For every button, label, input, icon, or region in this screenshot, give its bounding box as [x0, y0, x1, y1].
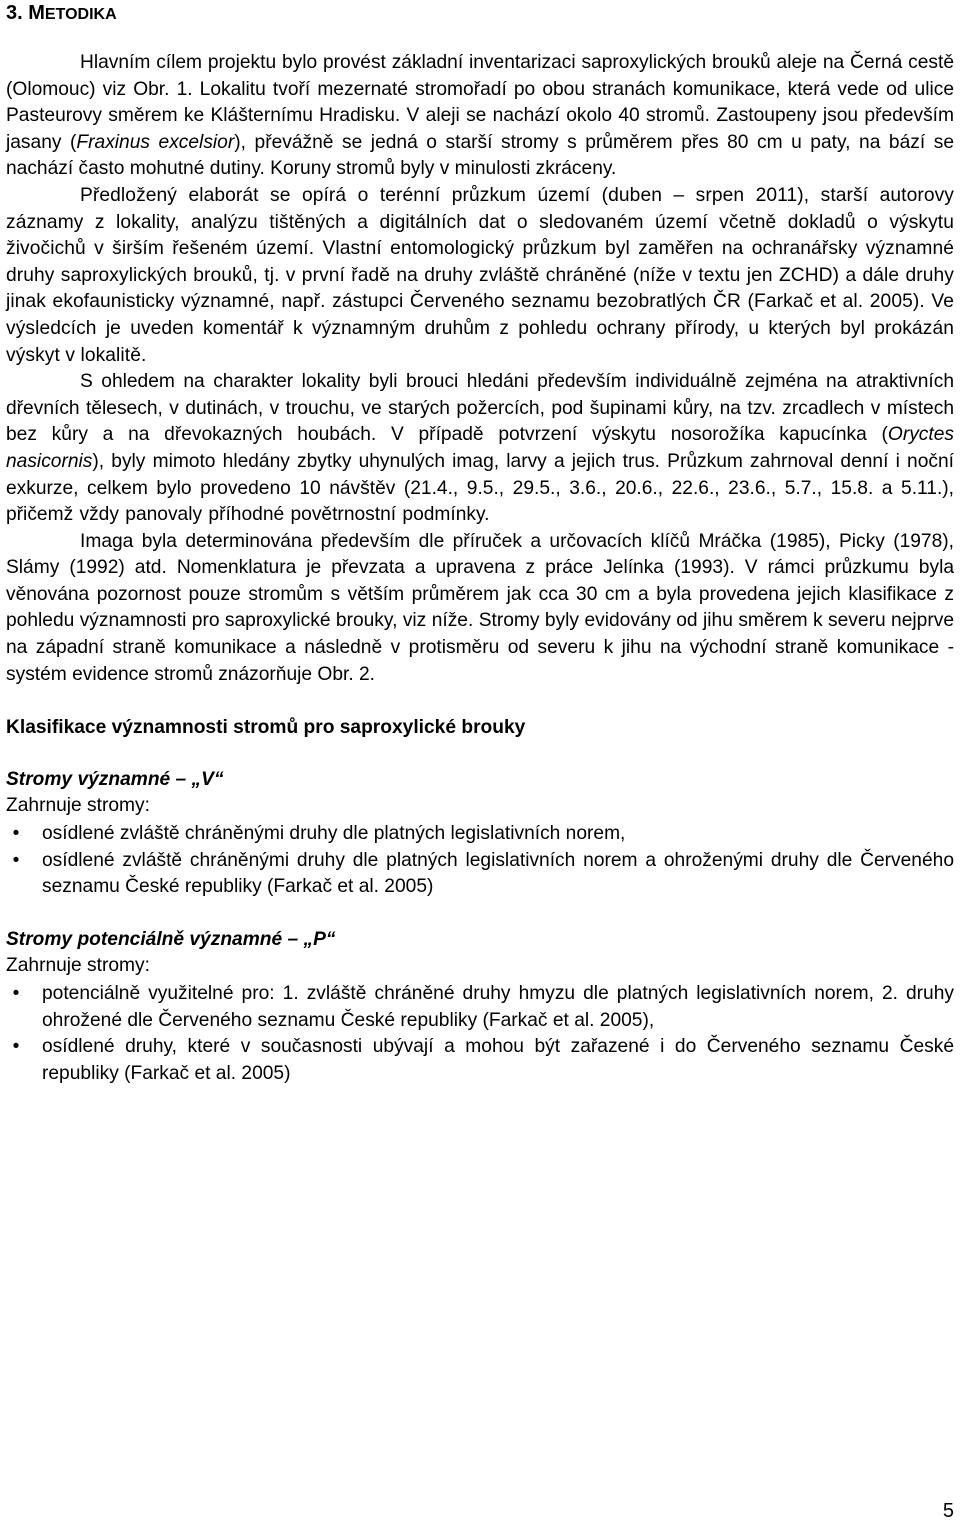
category-p-intro: Zahrnuje stromy:: [6, 955, 150, 977]
list-item: [6, 981, 954, 1034]
bullet-icon: •: [12, 849, 20, 871]
paragraph-3-text-a: S ohledem na charakter lokality byli brouci hledáni především individuálně zejména na atraktivních dřevních tělesech, v dutinách, v trouchu, ve starých požercích, pod šupinami kůry, na tzv. zrcadlech v místech bez kůry a na dřevokazných houbách. V případě potvrzení výskytu nosorožíka kapucínka (: [6, 371, 954, 446]
paragraph-1: [6, 50, 954, 183]
classification-title: Klasifikace významnosti stromů pro saproxylické brouky: [6, 717, 526, 739]
list-item-text: osídlené zvláště chráněnými druhy dle platných legislativních norem,: [42, 823, 626, 845]
paragraph-2: Předložený elaborát se opírá o terénní průzkum území (duben – srpen 2011), starší autorovy záznamy z lokality, analýzu tištěných a digitálních dat o sledovaném území včetně dokladů o výskytu živočichů v širším řešeném území. Vlastní entomologický průzkum byl zaměřen na ochranářsky významné druhy saproxylických brouků, tj. v první řadě na druhy zvláště chráněné (níže v textu jen ZCHD) a dále druhy jinak ekofaunisticky významné, např. zástupci Červeného seznamu bezobratlých ČR (Farkač et al. 2005). Ve výsledcích je uveden komentář k významným druhům z pohledu ochrany přírody, u kterých byl prokázán výskyt v lokalitě.: [6, 184, 954, 366]
list-item-text: osídlené zvláště chráněnými druhy dle platných legislativních norem a ohroženými druhy dle Červeného seznamu České republiky (Farkač et al. 2005): [42, 849, 954, 898]
bullet-icon: •: [12, 823, 20, 845]
category-v-intro: Zahrnuje stromy:: [6, 795, 150, 817]
paragraph-3-text-b: ), byly mimoto hledány zbytky uhynulých imag, larvy a jejich trus. Průzkum zahrnoval denní i noční exkurze, celkem bylo provedeno 10 návštěv (21.4., 9.5., 29.5., 3.6., 20.6., 22.6., 23.6., 5.7., 15.8. a 5.11.), přičemž vždy panovaly příhodné povětrnostní podmínky.: [6, 450, 954, 526]
heading-number: 3. M: [6, 2, 45, 24]
paragraph-1-text-b: ), převážně se jedná o starší stromy s průměrem přes 80 cm u paty, na bází se nachází často mohutné dutiny. Koruny stromů byly v minulosti zkráceny.: [6, 131, 955, 180]
paragraph-4: Imaga byla determinována především dle příruček a určovacích klíčů Mráčka (1985), Picky (1978), Slámy (1992) atd. Nomenklatura je převzata a upravena z práce Jelínka (1993). V rámci průzkumu byla věnována pozornost pouze stromům s větším průměrem jak cca 30 cm a byla provedena jejich klasifikace z pohledu významnosti pro saproxylické brouky, viz níže. Stromy byly evidovány od jihu směrem k severu nejprve na západní straně komunikace a následně v protisměru od severu k jihu na východní straně komunikace - systém evidence stromů znázorňuje Obr. 2.: [6, 530, 954, 685]
species-name-fraxinus: Fraxinus excelsior: [76, 131, 235, 153]
heading-rest: ETODIKA: [44, 6, 117, 23]
category-p-heading: Stromy potenciálně významné – „P“: [6, 929, 336, 951]
list-item: [6, 1034, 954, 1087]
list-item: [6, 821, 954, 848]
list-item: [6, 848, 954, 901]
page-number: 5: [942, 1500, 954, 1522]
category-v-heading: Stromy významné – „V“: [6, 769, 224, 791]
list-item-text: potenciálně využitelné pro: 1. zvláště chráněné druhy hmyzu dle platných legislativních norem, 2. druhy ohrožené dle Červeného seznamu České republiky (Farkač et al. 2005),: [42, 983, 954, 1031]
species-name-oryctes: Oryctes nasicornis: [6, 424, 954, 472]
body-text: [6, 50, 954, 1087]
bullet-icon: •: [12, 1036, 20, 1058]
category-p-list: [6, 981, 954, 1087]
category-v-list: [6, 821, 954, 901]
bullet-icon: •: [12, 983, 20, 1005]
paragraph-3: [6, 369, 954, 529]
list-item-text: osídlené druhy, které v současnosti ubývají a mohou být zařazené i do Červeného seznamu České republiky (Farkač et al. 2005): [42, 1036, 954, 1084]
section-heading: [6, 0, 117, 28]
paragraph-1-text-a: Hlavním cílem projektu bylo provést základní inventarizaci saproxylických brouků aleje na Černá cestě (Olomouc) viz Obr. 1. Lokalitu tvoří mezernaté stromořadí po obou stranách komunikace, která vede od ulice Pasteurovy směrem ke Klášternímu Hradisku. V aleji se nachází okolo 40 stromů. Zastoupeny jsou především jasany (: [6, 52, 954, 153]
